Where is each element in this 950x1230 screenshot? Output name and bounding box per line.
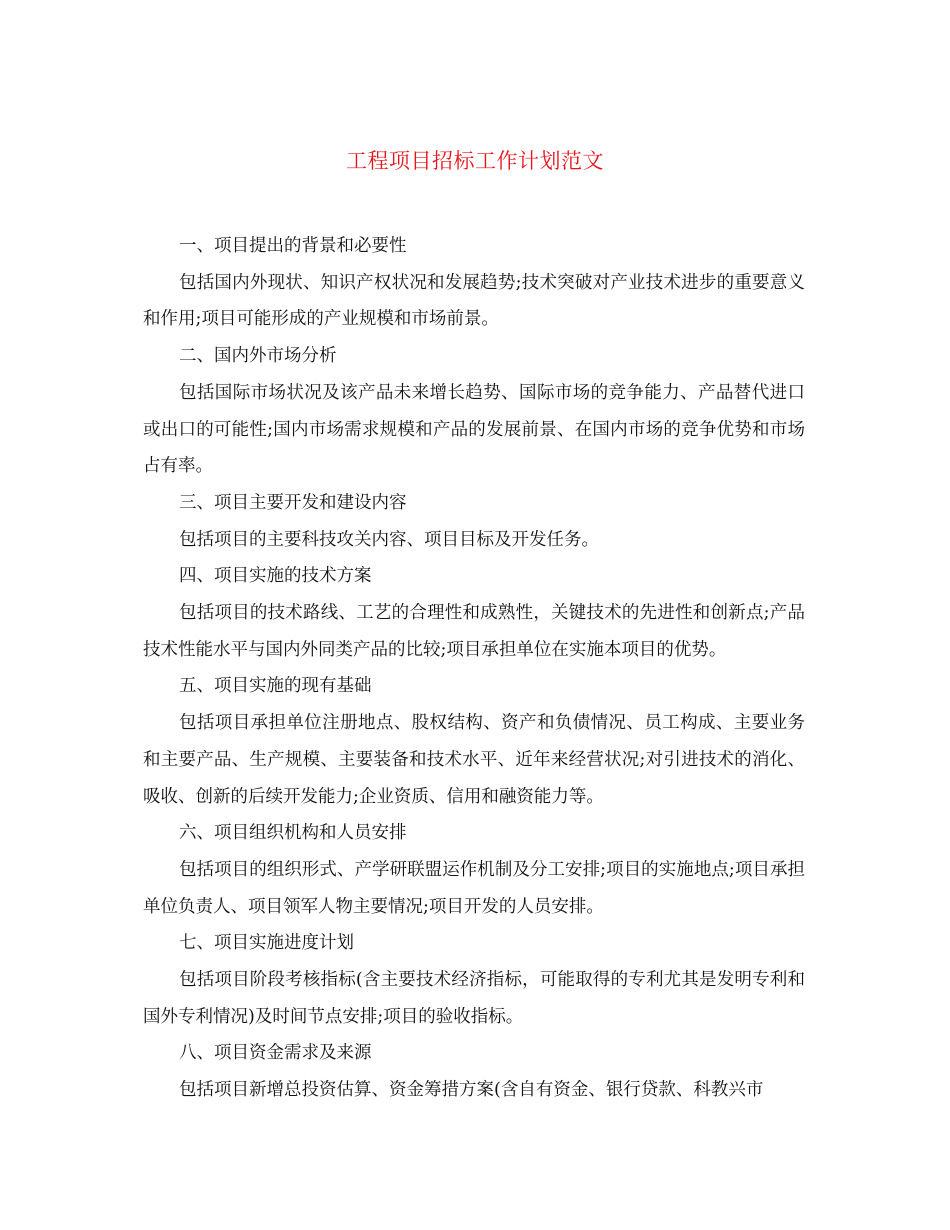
document-title: 工程项目招标工作计划范文 (346, 149, 604, 173)
section-heading-3: 三、项目主要开发和建设内容 (179, 492, 407, 513)
section-heading-2: 二、国内外市场分析 (179, 346, 337, 367)
section-heading-8: 八、项目资金需求及来源 (179, 1043, 372, 1064)
paragraph-7: 包括项目阶段考核指标(含主要技术经济指标，可能取得的专利尤其是发明专利和国外专利情况)及时间节点安排;项目的验收指标。 (143, 970, 805, 1027)
paragraph-6: 包括项目的组织形式、产学研联盟运作机制及分工安排;项目的实施地点;项目承担单位负责人、项目领军人物主要情况;项目开发的人员安排。 (143, 859, 805, 917)
paragraph-8: 包括项目新增总投资估算、资金筹措方案(含自有资金、银行贷款、科教兴市 (179, 1080, 764, 1101)
section-heading-6: 六、项目组织机构和人员安排 (179, 823, 407, 844)
section-heading-7: 七、项目实施进度计划 (179, 933, 354, 954)
paragraph-4: 包括项目的技术路线、工艺的合理性和成熟性，关键技术的先进性和创新点;产品技术性能水平与国内外同类产品的比较;项目承担单位在实施本项目的优势。 (143, 603, 805, 660)
paragraph-1: 包括国内外现状、知识产权状况和发展趋势;技术突破对产业技术进步的重要意义和作用;项目可能形成的产业规模和市场前景。 (143, 272, 805, 330)
document-body (143, 228, 805, 1109)
section-heading-4: 四、项目实施的技术方案 (179, 566, 372, 587)
paragraph-3: 包括项目的主要科技攻关内容、项目目标及开发任务。 (179, 529, 599, 550)
section-heading-1: 一、项目提出的背景和必要性 (179, 236, 407, 256)
paragraph-5: 包括项目承担单位注册地点、股权结构、资产和负债情况、员工构成、主要业务和主要产品、生产规模、主要装备和技术水平、近年来经营状况;对引进技术的消化、吸收、创新的后续开发能力;企业资质、信用和融资能力等。 (143, 713, 805, 807)
section-heading-5: 五、项目实施的现有基础 (179, 676, 372, 697)
paragraph-2: 包括国际市场状况及该产品未来增长趋势、国际市场的竞争能力、产品替代进口或出口的可能性;国内市场需求规模和产品的发展前景、在国内市场的竞争优势和市场占有率。 (143, 382, 805, 477)
